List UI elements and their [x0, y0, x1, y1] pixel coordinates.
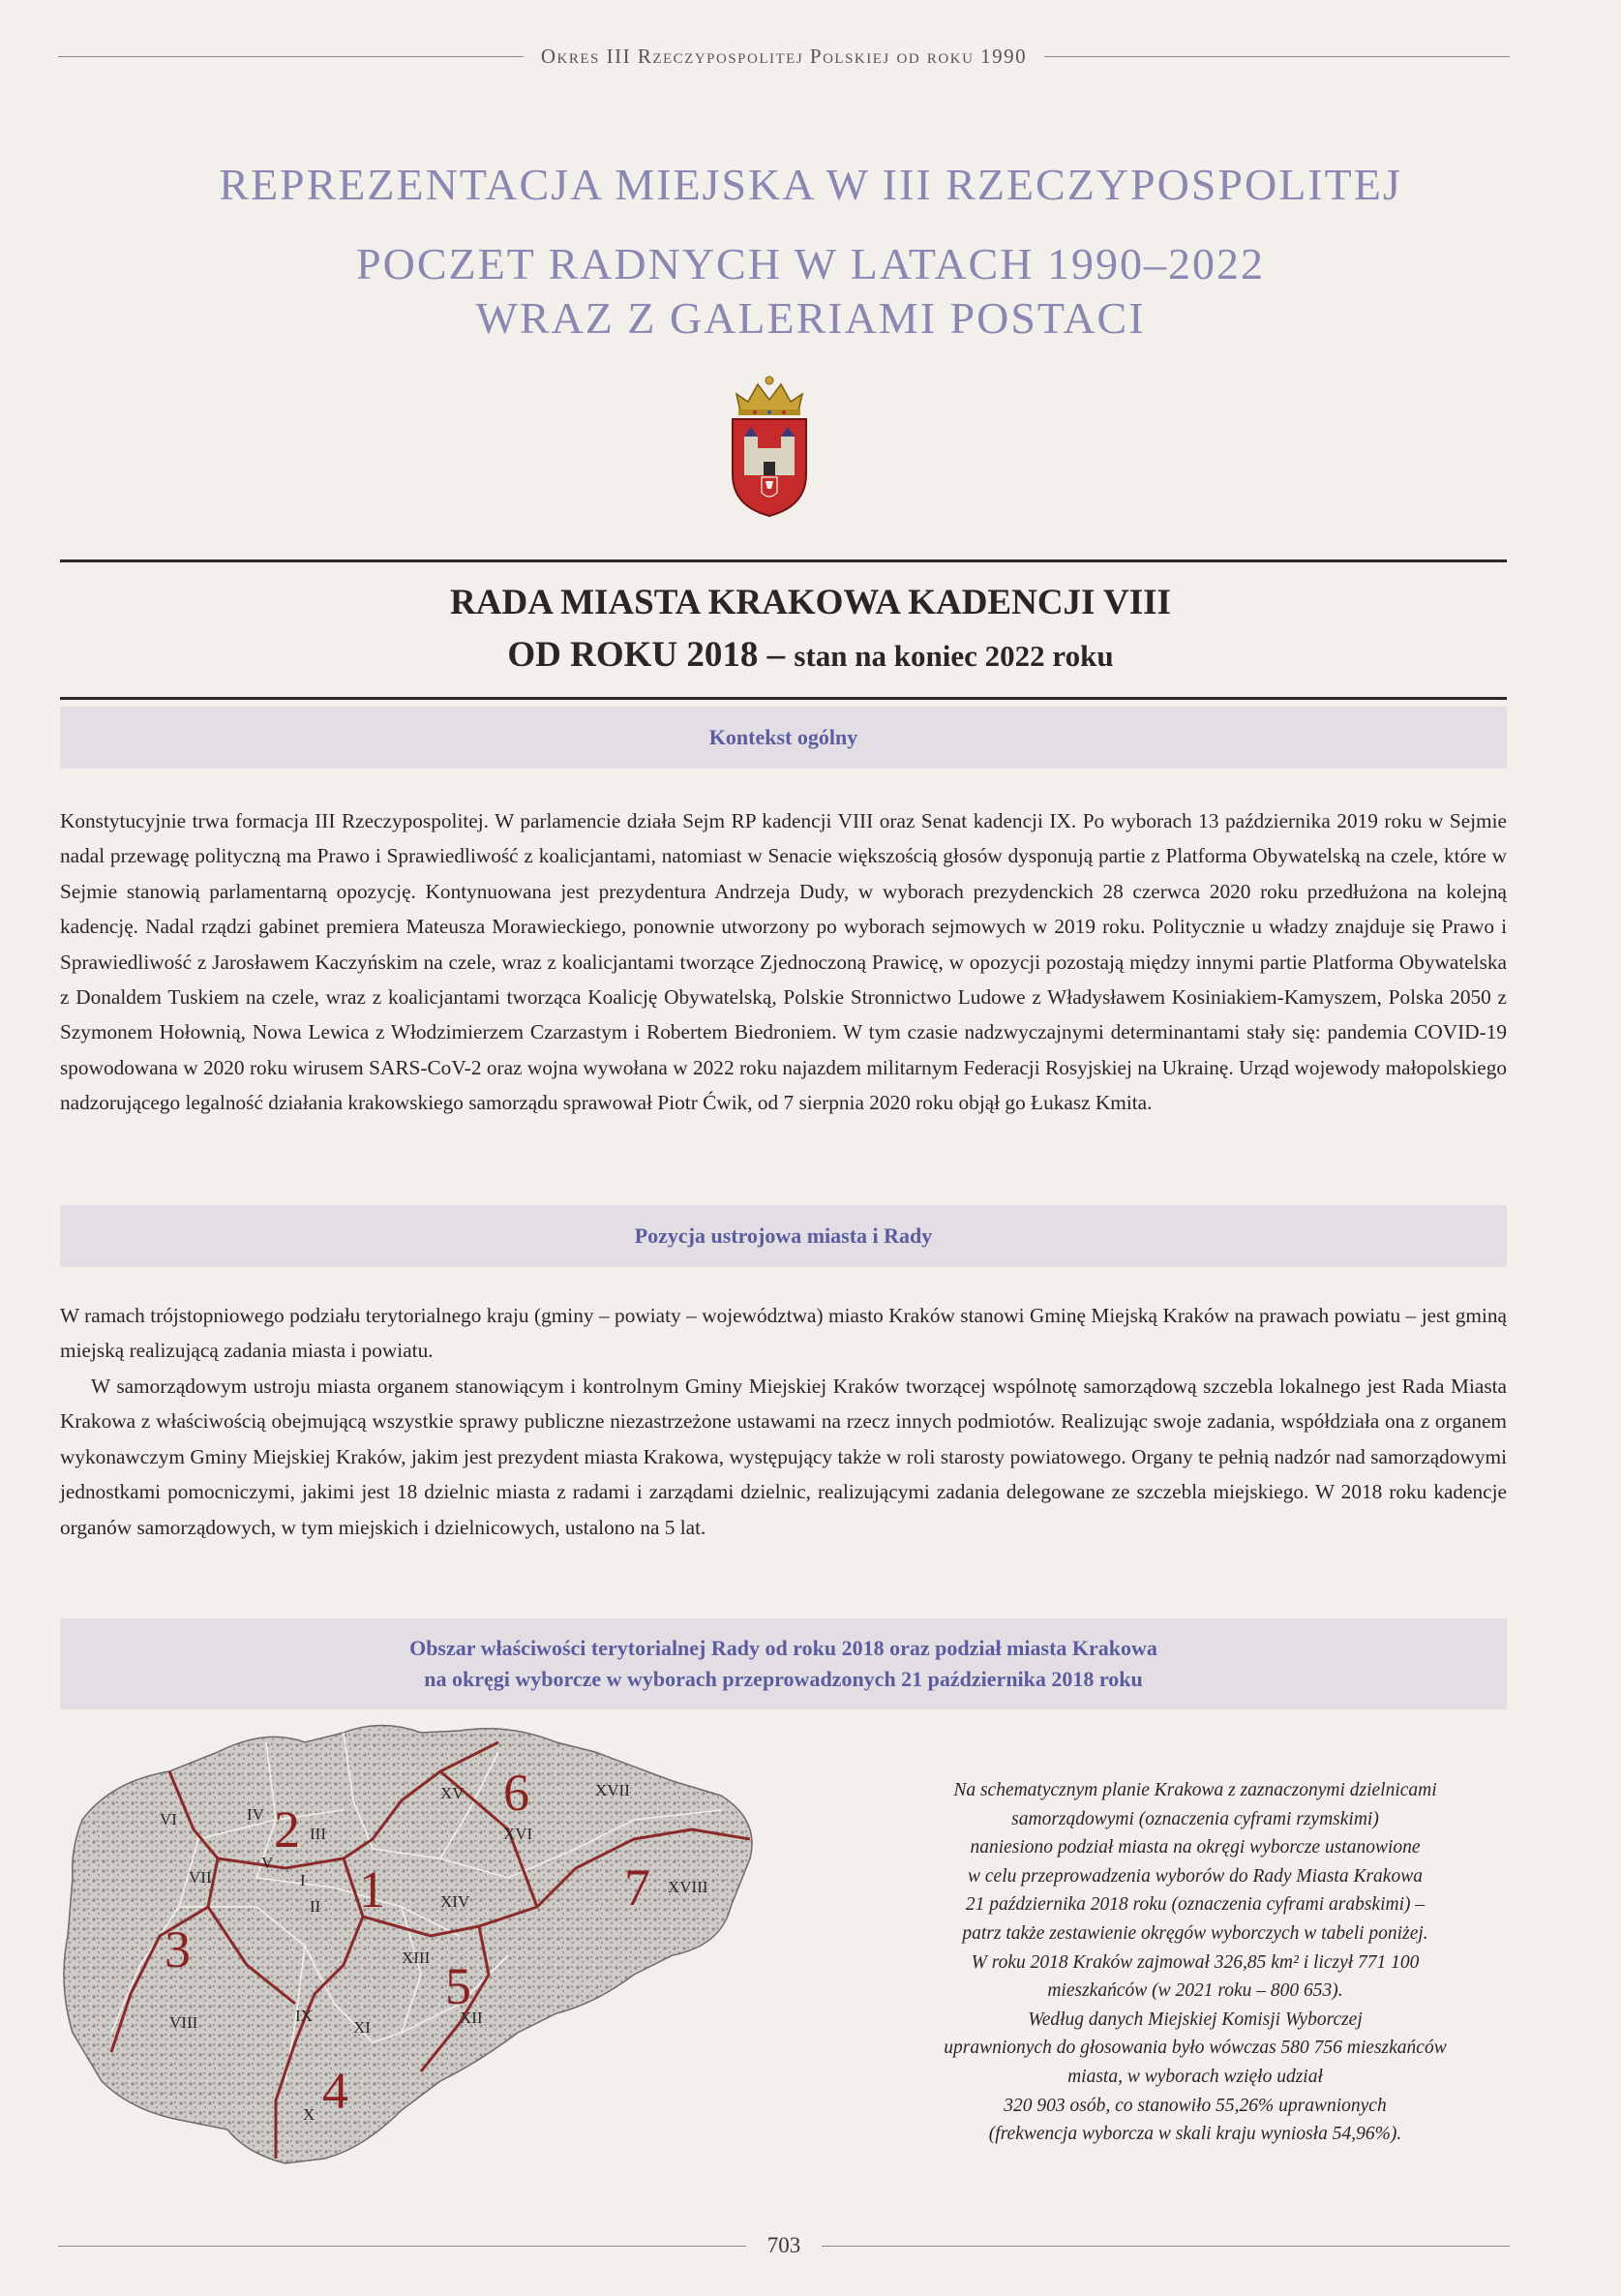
council-title-line-2-main: OD ROKU 2018 – — [507, 635, 795, 675]
main-title-line-2: POCZET RADNYCH W LATACH 1990–2022 — [356, 239, 1265, 288]
district-label-XVIII: XVIII — [668, 1878, 708, 1896]
title-rule-top — [60, 559, 1507, 562]
district-label-XVI: XVI — [503, 1825, 533, 1843]
footer-rule-right — [822, 2246, 1510, 2247]
page-number: 703 — [766, 2233, 801, 2257]
running-head — [58, 37, 1510, 76]
main-title-line-3: WRAZ Z GALERIAMI POSTACI — [475, 293, 1146, 343]
context-heading: Kontekst ogólny — [60, 707, 1507, 769]
council-title-line-2 — [0, 629, 1621, 682]
position-heading: Pozycja ustrojowa miasta i Rady — [60, 1205, 1507, 1267]
caption-line: mieszkańców (w 2021 roku – 800 653). — [1047, 1980, 1343, 2002]
district-label-X: X — [303, 2105, 315, 2124]
district-label-XIV: XIV — [440, 1892, 470, 1911]
main-title-line-1: REPREZENTACJA MIEJSKA W III RZECZYPOSPOLITEJ — [219, 160, 1402, 209]
district-label-XVII: XVII — [595, 1781, 630, 1799]
context-paragraph: Konstytucyjnie trwa formacja III Rzeczypospolitej. W parlamencie działa Sejm RP kadencji VIII oraz Senat kadencji IX. Po wyborach 13 października 2019 roku w Sejmie nadal przewagę polityczną ma Prawo i Sprawiedliwość z koalicjantami, natomiast w Senacie większością głosów dysponują partie z Platforma Obywatelską na czele, które w Sejmie stanowią parlamentarną opozycję. Kontynuowana jest prezydentura Andrzeja Dudy, w wyborach prezydenckich 28 czerwca 2020 roku przedłużona na kolejną kadencję. Nadal rządzi gabinet premiera Mateusza Morawieckiego, ponownie utworzony po wyborach sejmowych w 2019 roku. Politycznie u władzy znajduje się Prawo i Sprawiedliwość z Jarosławem Kaczyńskim na czele, wraz z koalicjantami tworzące Zjednoczoną Prawicę, w opozycji pozostają między innymi partie Platforma Obywatelska z Donaldem Tuskiem na czele, wraz z koalicjantami tworząca Koalicję Obywatelską, Polskie Stronnictwo Ludowe z Władysławem Kosiniakiem-Kamyszem, Polska 2050 z Szymonem Hołownią, Nowa Lewica z Włodzimierzem Czarzastym i Robertem Biedroniem. W tym czasie nadzwyczajnymi determinantami stały się: pandemia COVID-19 spowodowana w 2020 roku wirusem SARS-CoV-2 oraz wojna wywołana w 2022 roku najazdem militarnym Federacji Rosyjskiej na Ukrainę. Urząd wojewody małopolskiego nadzorującego legalność działania krakowskiego samorządu sprawował Piotr Ćwik, od 7 sierpnia 2020 roku objął go Łukasz Kmita. — [60, 809, 1507, 1115]
district-label-VII: VII — [189, 1868, 212, 1887]
caption-line: 21 października 2018 roku (oznaczenia cyframi arabskimi) – — [965, 1894, 1426, 1916]
krakow-coat-of-arms-icon — [721, 373, 818, 518]
district-label-V: V — [261, 1854, 274, 1872]
caption-line: uprawnionych do głosowania było wówczas 580 756 mieszkańców — [944, 2038, 1447, 2059]
caption-line: Według danych Miejskiej Komisji Wyborczej — [1028, 2009, 1363, 2030]
constituency-label-7: 7 — [624, 1858, 650, 1917]
district-label-I: I — [300, 1871, 306, 1889]
caption-line: miasta, w wyborach wzięło udział — [1067, 2066, 1323, 2087]
map-heading-line-1: Obszar właściwości terytorialnej Rady od roku 2018 oraz podział miasta Krakowa — [409, 1636, 1157, 1660]
caption-line: samorządowymi (oznaczenia cyframi rzymskimi) — [1011, 1808, 1379, 1829]
running-head-rule-left — [58, 56, 524, 57]
caption-line: W roku 2018 Kraków zajmował 326,85 km² i liczył 771 100 — [971, 1951, 1420, 1973]
constituency-label-5: 5 — [445, 1957, 471, 2015]
constituency-label-4: 4 — [322, 2062, 348, 2120]
district-label-III: III — [310, 1825, 326, 1843]
district-label-VI: VI — [160, 1810, 177, 1828]
caption-line: naniesiono podział miasta na okręgi wyborcze ustanowione — [970, 1837, 1421, 1858]
council-title-line-1: RADA MIASTA KRAKOWA KADENCJI VIII — [450, 583, 1171, 622]
constituency-label-3: 3 — [165, 1920, 191, 1979]
district-label-IV: IV — [247, 1805, 264, 1824]
district-label-VIII: VIII — [169, 2013, 198, 2032]
district-label-XII: XII — [460, 2009, 483, 2027]
district-label-XIII: XIII — [402, 1949, 431, 1967]
map-heading — [60, 1618, 1507, 1709]
crown-icon — [736, 377, 802, 415]
krakow-district-map — [53, 1713, 876, 2168]
district-label-II: II — [310, 1897, 321, 1916]
caption-line: 320 903 osób, co stanowiło 55,26% uprawnionych — [1004, 2095, 1387, 2116]
title-rule-bottom — [60, 697, 1507, 700]
page-footer — [58, 2226, 1510, 2265]
district-label-XV: XV — [440, 1784, 465, 1802]
constituency-label-2: 2 — [274, 1800, 300, 1858]
caption-line: (frekwencja wyborcza w skali kraju wyniosła 54,96%). — [988, 2124, 1402, 2145]
position-paragraph-2: W samorządowym ustroju miasta organem stanowiącym i kontrolnym Gminy Miejskiej Kraków tworzącej wspólnotę samorządową szczebla lokalnego jest Rada Miasta Krakowa z właściwością obejmującą wszystkie sprawy publiczne niezastrzeżone ustawami na rzecz innych podmiotów. Realizując swoje zadania, współdziała ona z organem wykonawczym Gminy Miejskiej Kraków, jakim jest prezydent miasta Krakowa, występujący także w roli starosty powiatowego. Organy te pełnią nadzór nad samorządowymi jednostkami pomocniczymi, jakimi jest 18 dzielnic miasta z radami i zarządami dzielnic, realizującymi zadania delegowane ze szczebla miejskiego. W 2018 roku kadencje organów samorządowych, w tym miejskich i dzielnicowych, ustalono na 5 lat. — [60, 1375, 1507, 1539]
constituency-label-1: 1 — [359, 1860, 385, 1918]
running-head-rule-right — [1044, 56, 1510, 57]
caption-line: patrz także zestawienie okręgów wyborczych w tabeli poniżej. — [962, 1922, 1428, 1944]
map-heading-line-2: na okręgi wyborcze w wyborach przeprowadzonych 21 października 2018 roku — [424, 1667, 1143, 1691]
district-label-XI: XI — [353, 2018, 371, 2037]
district-label-IX: IX — [295, 2007, 313, 2025]
footer-rule-left — [58, 2246, 746, 2247]
caption-line: w celu przeprowadzenia wyborów do Rady Miasta Krakowa — [968, 1865, 1423, 1887]
council-title-line-2-small: stan na koniec 2022 roku — [794, 639, 1114, 673]
running-head-text: Okres III Rzeczypospolitej Polskiej od roku 1990 — [540, 44, 1028, 68]
council-title — [0, 577, 1621, 682]
caption-line: Na schematycznym planie Krakowa z zaznaczonymi dzielnicami — [953, 1780, 1437, 1800]
position-paragraph-1: W ramach trójstopniowego podziału terytorialnego kraju (gminy – powiaty – województwa) miasto Kraków stanowi Gminę Miejską Kraków na prawach powiatu – jest gminą miejską realizującą zadania miasta i powiatu. — [60, 1304, 1507, 1363]
map-caption — [900, 1776, 1490, 2149]
constituency-label-6: 6 — [503, 1764, 529, 1822]
